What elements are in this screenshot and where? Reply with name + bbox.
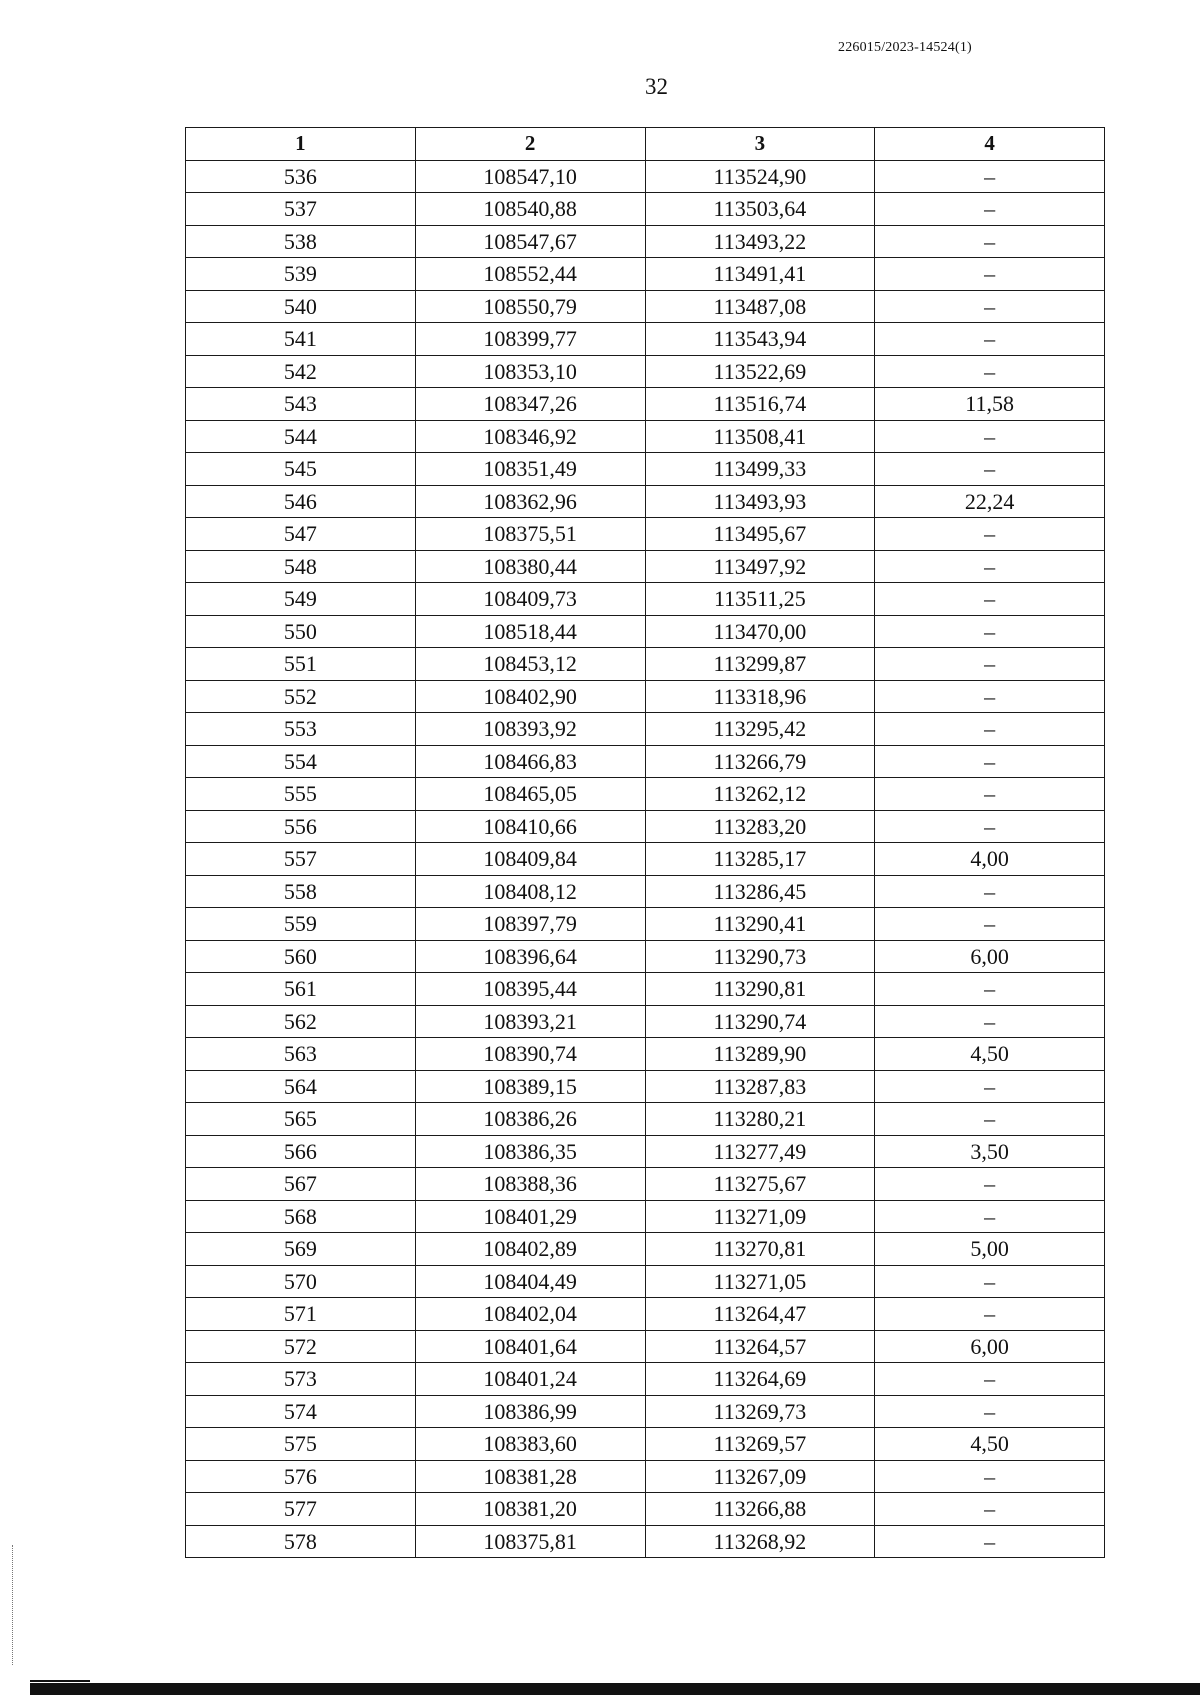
table-cell-col-4: – [875, 258, 1105, 291]
table-cell-col-3: 113287,83 [645, 1070, 875, 1103]
table-cell-col-2: 108408,12 [415, 875, 645, 908]
table-cell-col-1: 578 [186, 1525, 416, 1558]
table-cell-col-2: 108388,36 [415, 1168, 645, 1201]
scan-bottom-bar [30, 1683, 1200, 1695]
document-id: 226015/2023-14524(1) [838, 40, 972, 55]
table-cell-col-4: 6,00 [875, 940, 1105, 973]
table-cell-col-2: 108465,05 [415, 778, 645, 811]
table-cell-col-4: – [875, 290, 1105, 323]
table-cell-col-4: – [875, 225, 1105, 258]
table-cell-col-2: 108404,49 [415, 1265, 645, 1298]
table-cell-col-1: 548 [186, 550, 416, 583]
table-cell-col-1: 571 [186, 1298, 416, 1331]
table-row [186, 1428, 1105, 1461]
table-cell-col-4: – [875, 1070, 1105, 1103]
table-cell-col-2: 108383,60 [415, 1428, 645, 1461]
table-cell-col-1: 566 [186, 1135, 416, 1168]
table-cell-col-3: 113289,90 [645, 1038, 875, 1071]
table-cell-col-4: 3,50 [875, 1135, 1105, 1168]
table-cell-col-2: 108466,83 [415, 745, 645, 778]
table-cell-col-2: 108397,79 [415, 908, 645, 941]
table-cell-col-1: 565 [186, 1103, 416, 1136]
table-cell-col-3: 113269,57 [645, 1428, 875, 1461]
table-cell-col-2: 108375,51 [415, 518, 645, 551]
table-cell-col-3: 113318,96 [645, 680, 875, 713]
table-row [186, 940, 1105, 973]
table-cell-col-3: 113283,20 [645, 810, 875, 843]
table-cell-col-2: 108410,66 [415, 810, 645, 843]
table-cell-col-1: 542 [186, 355, 416, 388]
table-cell-col-1: 570 [186, 1265, 416, 1298]
table-cell-col-4: – [875, 323, 1105, 356]
table-cell-col-2: 108402,90 [415, 680, 645, 713]
table-cell-col-2: 108552,44 [415, 258, 645, 291]
scan-edge-line [30, 1680, 90, 1682]
table-cell-col-2: 108409,84 [415, 843, 645, 876]
table-cell-col-4: 5,00 [875, 1233, 1105, 1266]
table-row [186, 680, 1105, 713]
table-cell-col-4: 11,58 [875, 388, 1105, 421]
table-cell-col-2: 108402,89 [415, 1233, 645, 1266]
table-cell-col-2: 108351,49 [415, 453, 645, 486]
table-cell-col-3: 113290,41 [645, 908, 875, 941]
table-cell-col-2: 108386,99 [415, 1395, 645, 1428]
table-row [186, 1070, 1105, 1103]
table-cell-col-2: 108540,88 [415, 193, 645, 226]
table-cell-col-4: – [875, 355, 1105, 388]
table-cell-col-3: 113522,69 [645, 355, 875, 388]
table-row [186, 583, 1105, 616]
table-cell-col-2: 108393,92 [415, 713, 645, 746]
table-cell-col-2: 108353,10 [415, 355, 645, 388]
table-cell-col-4: – [875, 1493, 1105, 1526]
table-cell-col-1: 562 [186, 1005, 416, 1038]
table-row [186, 1135, 1105, 1168]
table-cell-col-1: 541 [186, 323, 416, 356]
table-cell-col-4: – [875, 1168, 1105, 1201]
table-cell-col-1: 537 [186, 193, 416, 226]
table-cell-col-1: 552 [186, 680, 416, 713]
table-cell-col-2: 108547,67 [415, 225, 645, 258]
table-row [186, 225, 1105, 258]
table-row [186, 518, 1105, 551]
table-cell-col-4: – [875, 420, 1105, 453]
table-cell-col-1: 556 [186, 810, 416, 843]
table-cell-col-2: 108547,10 [415, 160, 645, 193]
table-cell-col-2: 108375,81 [415, 1525, 645, 1558]
table-cell-col-2: 108389,15 [415, 1070, 645, 1103]
table-cell-col-4: – [875, 193, 1105, 226]
table-cell-col-4: – [875, 453, 1105, 486]
table-cell-col-4: – [875, 1265, 1105, 1298]
coordinates-table [185, 127, 1105, 1558]
table-cell-col-2: 108409,73 [415, 583, 645, 616]
table-row [186, 745, 1105, 778]
table-cell-col-3: 113508,41 [645, 420, 875, 453]
table-cell-col-3: 113266,88 [645, 1493, 875, 1526]
table-row [186, 420, 1105, 453]
table-cell-col-2: 108362,96 [415, 485, 645, 518]
table-cell-col-4: – [875, 1395, 1105, 1428]
table-row [186, 973, 1105, 1006]
table-cell-col-2: 108347,26 [415, 388, 645, 421]
table-cell-col-4: – [875, 518, 1105, 551]
table-cell-col-1: 545 [186, 453, 416, 486]
table-cell-col-2: 108518,44 [415, 615, 645, 648]
table-row [186, 388, 1105, 421]
table-cell-col-2: 108401,64 [415, 1330, 645, 1363]
table-cell-col-1: 573 [186, 1363, 416, 1396]
table-cell-col-2: 108346,92 [415, 420, 645, 453]
table-row [186, 1525, 1105, 1558]
table-row [186, 193, 1105, 226]
margin-scan-dots [12, 1545, 15, 1665]
table-cell-col-3: 113264,69 [645, 1363, 875, 1396]
table-row [186, 550, 1105, 583]
table-cell-col-1: 577 [186, 1493, 416, 1526]
table-row [186, 908, 1105, 941]
table-cell-col-4: – [875, 550, 1105, 583]
table-cell-col-4: – [875, 875, 1105, 908]
table-cell-col-2: 108550,79 [415, 290, 645, 323]
table-row [186, 1233, 1105, 1266]
column-header-3: 3 [645, 128, 875, 161]
table-row [186, 323, 1105, 356]
table-cell-col-4: – [875, 1460, 1105, 1493]
table-row [186, 810, 1105, 843]
table-cell-col-3: 113290,81 [645, 973, 875, 1006]
table-cell-col-4: 4,50 [875, 1038, 1105, 1071]
table-cell-col-1: 543 [186, 388, 416, 421]
table-row [186, 485, 1105, 518]
table-cell-col-3: 113262,12 [645, 778, 875, 811]
column-header-4: 4 [875, 128, 1105, 161]
table-row [186, 290, 1105, 323]
table-row [186, 713, 1105, 746]
table-row [186, 160, 1105, 193]
table-cell-col-1: 540 [186, 290, 416, 323]
table-cell-col-4: 22,24 [875, 485, 1105, 518]
table-row [186, 258, 1105, 291]
page-number: 32 [645, 74, 668, 99]
table-cell-col-3: 113271,09 [645, 1200, 875, 1233]
table-cell-col-4: – [875, 1005, 1105, 1038]
table-cell-col-2: 108381,28 [415, 1460, 645, 1493]
table-cell-col-3: 113495,67 [645, 518, 875, 551]
table-cell-col-2: 108386,26 [415, 1103, 645, 1136]
table-cell-col-1: 538 [186, 225, 416, 258]
table-row [186, 1493, 1105, 1526]
table-row [186, 648, 1105, 681]
table-header [186, 128, 1105, 161]
table-cell-col-3: 113280,21 [645, 1103, 875, 1136]
table-cell-col-1: 574 [186, 1395, 416, 1428]
table-body [186, 160, 1105, 1558]
table-cell-col-4: – [875, 1103, 1105, 1136]
table-row [186, 1200, 1105, 1233]
table-cell-col-4: – [875, 810, 1105, 843]
table-cell-col-4: – [875, 680, 1105, 713]
table-cell-col-4: – [875, 778, 1105, 811]
table-cell-col-4: – [875, 1200, 1105, 1233]
table-row [186, 1330, 1105, 1363]
table-cell-col-3: 113497,92 [645, 550, 875, 583]
table-cell-col-1: 553 [186, 713, 416, 746]
table-cell-col-1: 554 [186, 745, 416, 778]
table-cell-col-1: 536 [186, 160, 416, 193]
table-cell-col-1: 576 [186, 1460, 416, 1493]
table-cell-col-2: 108386,35 [415, 1135, 645, 1168]
table-cell-col-4: – [875, 160, 1105, 193]
header-row [186, 128, 1105, 161]
table-cell-col-1: 572 [186, 1330, 416, 1363]
table-cell-col-1: 558 [186, 875, 416, 908]
table-cell-col-3: 113267,09 [645, 1460, 875, 1493]
table-cell-col-1: 567 [186, 1168, 416, 1201]
table-cell-col-1: 544 [186, 420, 416, 453]
table-cell-col-3: 113491,41 [645, 258, 875, 291]
table-cell-col-3: 113493,93 [645, 485, 875, 518]
table-cell-col-2: 108401,24 [415, 1363, 645, 1396]
table-cell-col-3: 113271,05 [645, 1265, 875, 1298]
table-cell-col-2: 108393,21 [415, 1005, 645, 1038]
table-row [186, 1395, 1105, 1428]
table-cell-col-1: 549 [186, 583, 416, 616]
table-cell-col-2: 108381,20 [415, 1493, 645, 1526]
table-cell-col-1: 539 [186, 258, 416, 291]
table-cell-col-3: 113299,87 [645, 648, 875, 681]
table-row [186, 1265, 1105, 1298]
table-row [186, 1363, 1105, 1396]
table-cell-col-3: 113470,00 [645, 615, 875, 648]
table-cell-col-3: 113290,73 [645, 940, 875, 973]
table-cell-col-3: 113270,81 [645, 1233, 875, 1266]
table-row [186, 1460, 1105, 1493]
table-cell-col-1: 559 [186, 908, 416, 941]
table-cell-col-3: 113295,42 [645, 713, 875, 746]
table-cell-col-2: 108399,77 [415, 323, 645, 356]
table-cell-col-1: 563 [186, 1038, 416, 1071]
table-row [186, 875, 1105, 908]
table-row [186, 453, 1105, 486]
table-cell-col-4: 6,00 [875, 1330, 1105, 1363]
table-cell-col-2: 108380,44 [415, 550, 645, 583]
table-cell-col-2: 108402,04 [415, 1298, 645, 1331]
table-cell-col-4: 4,00 [875, 843, 1105, 876]
table-cell-col-2: 108453,12 [415, 648, 645, 681]
table-cell-col-3: 113516,74 [645, 388, 875, 421]
table-cell-col-3: 113493,22 [645, 225, 875, 258]
table-cell-col-2: 108396,64 [415, 940, 645, 973]
table-row [186, 355, 1105, 388]
table-cell-col-1: 561 [186, 973, 416, 1006]
table-cell-col-3: 113290,74 [645, 1005, 875, 1038]
table-row [186, 1103, 1105, 1136]
table-cell-col-3: 113487,08 [645, 290, 875, 323]
table-cell-col-1: 550 [186, 615, 416, 648]
table-cell-col-1: 564 [186, 1070, 416, 1103]
table-cell-col-4: – [875, 1298, 1105, 1331]
table-cell-col-3: 113275,67 [645, 1168, 875, 1201]
table-row [186, 778, 1105, 811]
table-cell-col-1: 546 [186, 485, 416, 518]
table-cell-col-2: 108390,74 [415, 1038, 645, 1071]
column-header-1: 1 [186, 128, 416, 161]
column-header-2: 2 [415, 128, 645, 161]
table-cell-col-3: 113266,79 [645, 745, 875, 778]
table-row [186, 1038, 1105, 1071]
table-cell-col-4: – [875, 1525, 1105, 1558]
table-row [186, 1298, 1105, 1331]
table-row [186, 843, 1105, 876]
table-cell-col-4: – [875, 1363, 1105, 1396]
table-cell-col-3: 113499,33 [645, 453, 875, 486]
table-cell-col-4: – [875, 583, 1105, 616]
table-cell-col-3: 113286,45 [645, 875, 875, 908]
table-cell-col-3: 113285,17 [645, 843, 875, 876]
table-cell-col-4: – [875, 615, 1105, 648]
table-cell-col-4: – [875, 745, 1105, 778]
table-cell-col-1: 575 [186, 1428, 416, 1461]
table-cell-col-4: – [875, 713, 1105, 746]
table-cell-col-3: 113264,57 [645, 1330, 875, 1363]
table-cell-col-4: – [875, 908, 1105, 941]
table-cell-col-3: 113269,73 [645, 1395, 875, 1428]
table-row [186, 1005, 1105, 1038]
table-cell-col-2: 108401,29 [415, 1200, 645, 1233]
table-cell-col-3: 113543,94 [645, 323, 875, 356]
table-cell-col-3: 113264,47 [645, 1298, 875, 1331]
table-row [186, 615, 1105, 648]
table-cell-col-3: 113511,25 [645, 583, 875, 616]
table-cell-col-2: 108395,44 [415, 973, 645, 1006]
table-cell-col-4: 4,50 [875, 1428, 1105, 1461]
table-cell-col-1: 568 [186, 1200, 416, 1233]
table-cell-col-1: 557 [186, 843, 416, 876]
table-cell-col-1: 547 [186, 518, 416, 551]
table-row [186, 1168, 1105, 1201]
table-cell-col-1: 560 [186, 940, 416, 973]
table-cell-col-3: 113503,64 [645, 193, 875, 226]
table-cell-col-4: – [875, 973, 1105, 1006]
table-cell-col-1: 569 [186, 1233, 416, 1266]
table-cell-col-1: 551 [186, 648, 416, 681]
table-cell-col-3: 113277,49 [645, 1135, 875, 1168]
table-cell-col-3: 113268,92 [645, 1525, 875, 1558]
table-cell-col-4: – [875, 648, 1105, 681]
table-cell-col-1: 555 [186, 778, 416, 811]
table-cell-col-3: 113524,90 [645, 160, 875, 193]
